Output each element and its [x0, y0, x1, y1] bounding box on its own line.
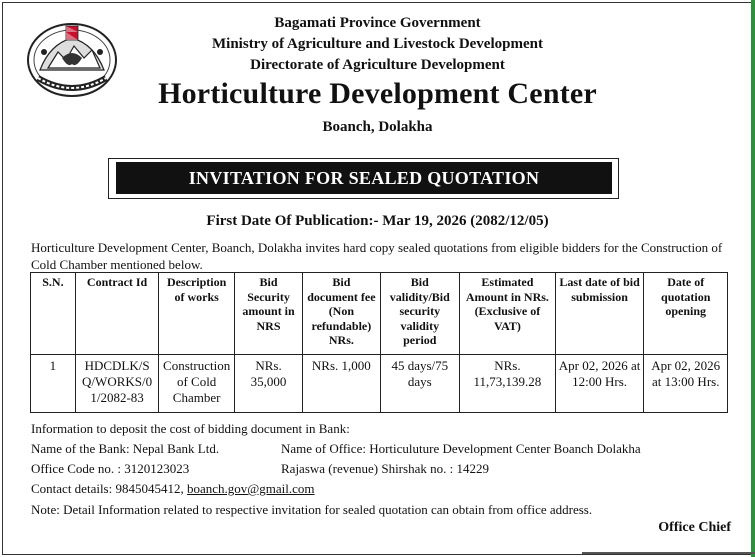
- province-name: Bagamati Province Government: [274, 15, 481, 31]
- table-cell: NRs. 1,000: [303, 355, 380, 413]
- bank-name: Name of the Bank: Nepal Bank Ltd.: [31, 441, 220, 456]
- table-cell: Construction of Cold Chamber: [159, 355, 235, 413]
- signature-title: Office Chief: [658, 520, 731, 535]
- table-cell: HDCDLK/SQ/WORKS/01/2082-83: [75, 355, 159, 413]
- ministry-name: Ministry of Agriculture and Livestock Development: [212, 36, 543, 52]
- office-name: Name of Office: Horticuluture Development Center Boanch Dolakha: [281, 441, 641, 456]
- table-cell: 1: [31, 355, 76, 413]
- column-header: Contract Id: [75, 273, 159, 355]
- column-header: Estimated Amount in NRs. (Exclusive of VAT): [460, 273, 556, 355]
- table-cell: 45 days/75 days: [380, 355, 459, 413]
- column-header: Bid document fee (Non refundable) NRs.: [303, 273, 380, 355]
- publication-date: First Date Of Publication:- Mar 19, 2026 (2082/12/05): [206, 213, 549, 229]
- office-code: Office Code no. : 3120123023: [31, 461, 190, 476]
- organization-location: Boanch, Dolakha: [322, 119, 433, 135]
- table-cell: NRs. 35,000: [234, 355, 302, 413]
- column-header: Description of works: [159, 273, 235, 355]
- table-cell: NRs. 11,73,139.28: [460, 355, 556, 413]
- table-row: [31, 355, 728, 413]
- intro-paragraph: Horticulture Development Center, Boanch, Dolakha invites hard copy sealed quotations from eligible bidders for the Construction of Cold Chamber mentioned below.: [31, 240, 723, 272]
- table-cell: Apr 02, 2026 at 12:00 Hrs.: [555, 355, 644, 413]
- column-header: Date of quotation opening: [644, 273, 728, 355]
- column-header: Last date of bid submission: [555, 273, 644, 355]
- contact-phone: Contact details: 9845045412,: [31, 481, 187, 496]
- revenue-heading-number: Rajaswa (revenue) Shirshak no. : 14229: [281, 461, 489, 476]
- column-header: Bid Security amount in NRS: [234, 273, 302, 355]
- column-header: Bid validity/Bid security validity period: [380, 273, 459, 355]
- bank-info-heading: Information to deposit the cost of bidding document in Bank:: [31, 421, 350, 436]
- contact-details: [31, 481, 314, 497]
- table-header-row: [31, 273, 728, 355]
- organization-title: Horticulture Development Center: [158, 77, 597, 110]
- footer-divider: [582, 552, 755, 554]
- notice-banner: INVITATION FOR SEALED QUOTATION: [116, 162, 612, 194]
- column-header: S.N.: [31, 273, 76, 355]
- table-cell: Apr 02, 2026 at 13:00 Hrs.: [644, 355, 728, 413]
- bid-details-table: [30, 272, 728, 413]
- note-text: Note: Detail Information related to respective invitation for sealed quotation can obtain from office address.: [31, 502, 593, 517]
- contact-email-link[interactable]: boanch.gov@gmail.com: [186, 481, 315, 496]
- directorate-name: Directorate of Agriculture Development: [250, 57, 505, 73]
